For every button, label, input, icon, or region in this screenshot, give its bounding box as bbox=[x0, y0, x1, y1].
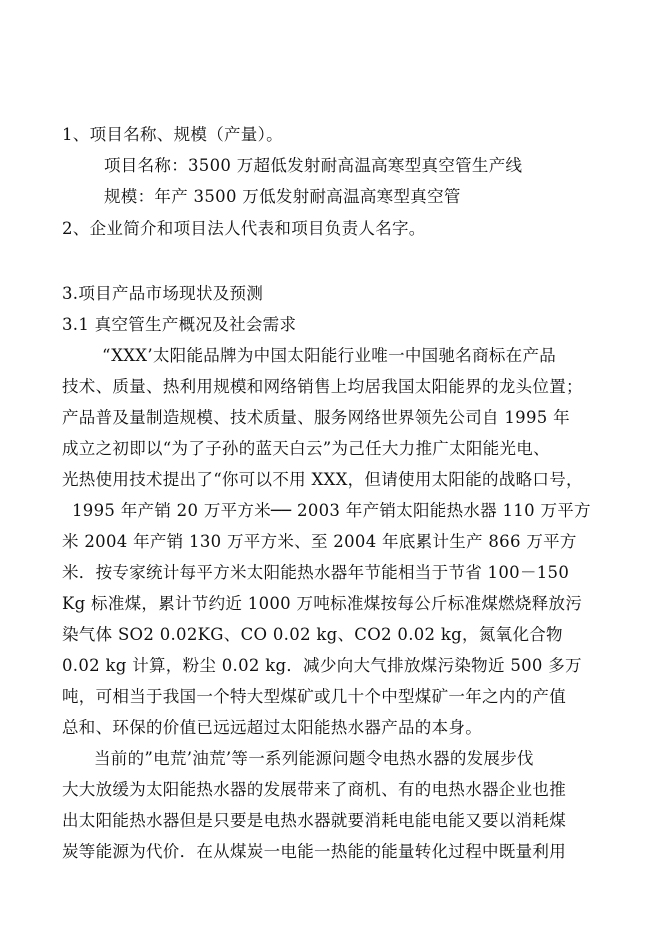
paragraph-1-line: 米 2004 年产销 130 万平方米、至 2004 年底累计生产 866 万平方 bbox=[62, 532, 577, 551]
paragraph-1-line: 染气体 SO2 0.02KG、CO 0.02 kg、CO2 0.02 kg，氮氧化合物 bbox=[62, 625, 563, 644]
paragraph-1-line: 米．按专家统计每平方米太阳能热水器年节能相当于节省 100－150 bbox=[62, 563, 570, 582]
project-name-line: 项目名称：3500 万超低发射耐高温高寒型真空管生产线 bbox=[104, 156, 523, 175]
paragraph-1-line: 成立之初即以“为了子孙的蓝天白云”为己任大力推广太阳能光电、 bbox=[62, 439, 550, 458]
project-scale-line: 规模：年产 3500 万低发射耐高温高寒型真空管 bbox=[104, 187, 461, 206]
paragraph-1-line: “XXX’太阳能品牌为中国太阳能行业唯一中国驰名商标在产品 bbox=[102, 346, 557, 365]
subsection-heading-3-1: 3.1 真空管生产概况及社会需求 bbox=[62, 315, 297, 334]
paragraph-1-line: 光热使用技术提出了“你可以不用 XXX，但请使用太阳能的战略口号， bbox=[62, 470, 583, 489]
paragraph-1-line: 吨，可相当于我国一个特大型煤矿或几十个中型煤矿一年之内的产值 bbox=[62, 687, 566, 706]
section-heading-3: 3.项目产品市场现状及预测 bbox=[62, 284, 264, 303]
paragraph-1-line: 产品普及量制造规模、技术质量、服务网络世界领先公司自 1995 年 bbox=[62, 408, 570, 427]
paragraph-1-line: 1995 年产销 20 万平方米── 2003 年产销太阳能热水器 110 万平方 bbox=[72, 501, 591, 520]
paragraph-2-line: 大大放缓为太阳能热水器的发展带来了商机、有的电热水器企业也推 bbox=[62, 780, 566, 799]
paragraph-1-line: Kg 标准煤，累计节约近 1000 万吨标准煤按每公斤标准煤燃烧释放污 bbox=[62, 594, 583, 613]
paragraph-2-line: 当前的”电荒’油荒’等一系列能源问题令电热水器的发展步伐 bbox=[94, 749, 534, 768]
heading-item-2: 2、企业简介和项目法人代表和项目负责人名字。 bbox=[62, 219, 426, 238]
paragraph-1-line: 技术、质量、热利用规模和网络销售上均居我国太阳能界的龙头位置； bbox=[62, 377, 583, 396]
paragraph-1-line: 0.02 kg 计算，粉尘 0.02 kg．减少向大气排放煤污染物近 500 多万 bbox=[62, 656, 582, 675]
paragraph-2-line: 炭等能源为代价．在从煤炭一电能一热能的能量转化过程中既量利用 bbox=[62, 842, 566, 861]
heading-item-1: 1、项目名称、规模（产量）。 bbox=[62, 125, 283, 144]
paragraph-2-line: 出太阳能热水器但是只要是电热水器就要消耗电能电能又要以消耗煤 bbox=[62, 811, 566, 830]
paragraph-1-line: 总和、环保的价值已远远超过太阳能热水器产品的本身。 bbox=[62, 718, 482, 737]
